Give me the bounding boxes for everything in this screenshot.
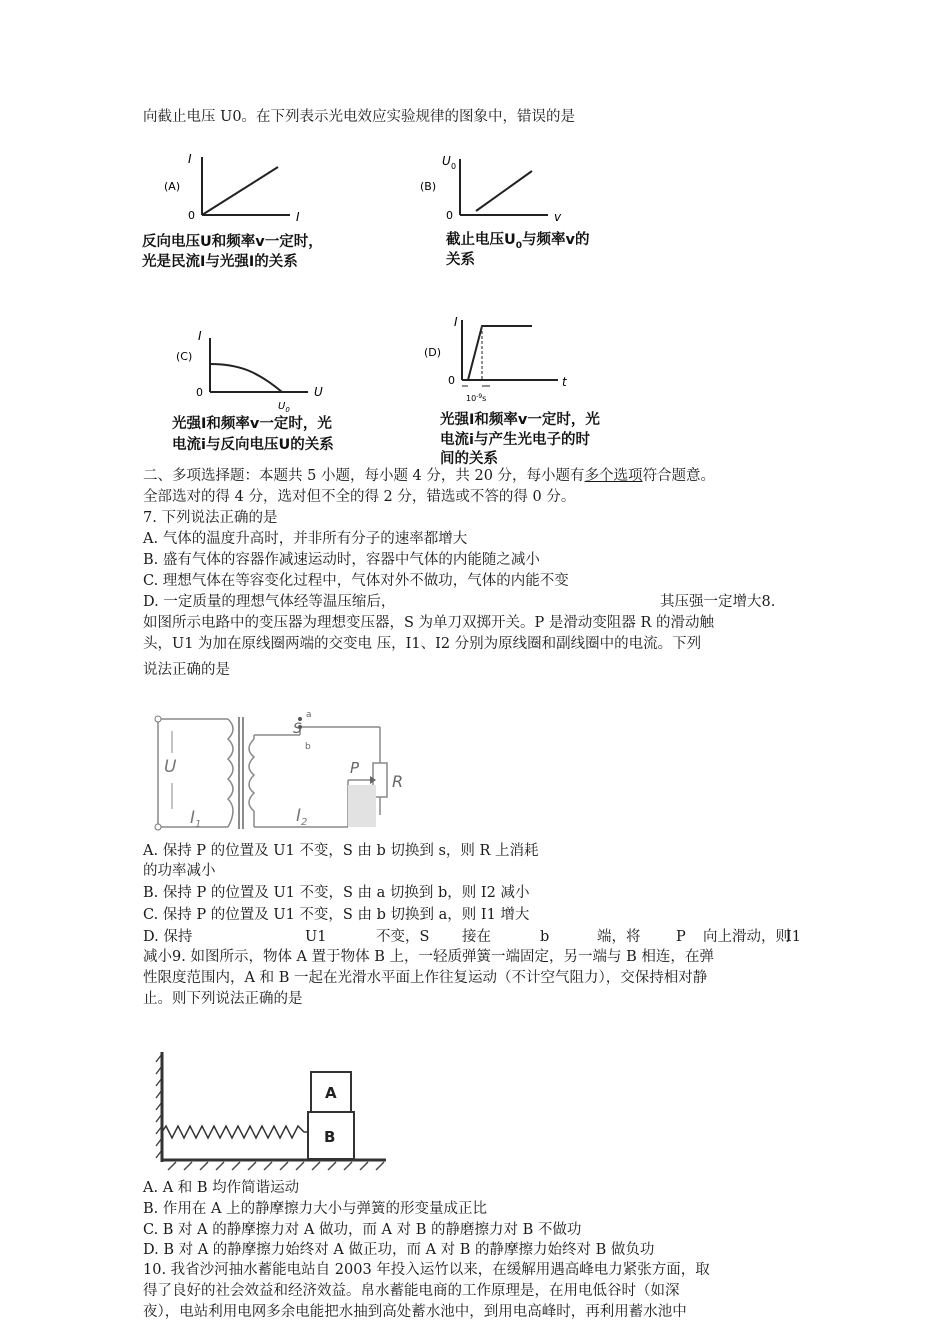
graph-c-origin: 0 bbox=[196, 386, 203, 399]
graph-a-caption-2: 光是民流I与光强I的关系 bbox=[142, 254, 298, 270]
graph-d-caption-3: 间的关系 bbox=[440, 451, 498, 465]
graph-c-u0 bbox=[278, 401, 290, 414]
q8-option-a-cont: 的功率减小 bbox=[143, 863, 216, 879]
graph-b-origin: 0 bbox=[446, 209, 453, 222]
q10-stem-2: 得了良好的社会效益和经济效益。帛水蓄能电商的工作原理是，在用电低谷时（如深 bbox=[143, 1283, 680, 1299]
graph-a-line bbox=[202, 167, 278, 215]
q8-option-d-3: 不变，S bbox=[376, 929, 430, 945]
graph-d-ylabel: I bbox=[454, 315, 458, 329]
q8-stem-3: 说法正确的是 bbox=[143, 662, 230, 678]
graph-c-u0-main: U bbox=[278, 401, 286, 412]
q8-option-d-2: U1 bbox=[305, 929, 327, 945]
q8-option-d-4: 接在 bbox=[462, 929, 491, 945]
q8-option-d-5: b bbox=[540, 929, 550, 945]
q8-stem-1: 如图所示电路中的变压器为理想变压器，S 为单刀双掷开关。P 是滑动变阻器 R 的滑动触 bbox=[143, 615, 715, 631]
graph-b-caption-1 bbox=[446, 230, 590, 251]
q7-stem: 7. 下列说法正确的是 bbox=[143, 510, 278, 526]
graph-d-caption-1: 光强I和频率v一定时，光 bbox=[440, 412, 600, 428]
q8-stem-2: 头，U1 为加在原线圈两端的交变电 压，I1、I2 分别为原线圈和副线圈中的电流。下列 bbox=[143, 636, 702, 652]
graph-a-xlabel: I bbox=[296, 210, 300, 224]
block-b-label: B bbox=[324, 1128, 336, 1146]
circuit-s-label: S bbox=[293, 721, 302, 737]
graph-d-tick bbox=[466, 393, 486, 403]
q8-option-d-6: 端，将 bbox=[597, 929, 641, 945]
q7-option-d-end: 其压强一定增大8. bbox=[660, 594, 776, 610]
block-a-label: A bbox=[325, 1084, 337, 1102]
graph-b-caption-1b: 与频率v的 bbox=[522, 232, 590, 248]
section-2-heading bbox=[143, 466, 715, 486]
q9-option-a: A. A 和 B 均作简谐运动 bbox=[143, 1180, 300, 1196]
circuit-a-label: a bbox=[306, 710, 312, 720]
q9-option-b: B. 作用在 A 上的静摩擦力大小与弹簧的形变量成正比 bbox=[143, 1201, 488, 1217]
q7-option-c: C. 理想气体在等容变化过程中，气体对外不做功，气体的内能不变 bbox=[143, 573, 569, 589]
q8-option-d-1: D. 保持 bbox=[143, 929, 193, 945]
spring bbox=[162, 1126, 308, 1138]
transformer-circuit bbox=[150, 705, 420, 835]
section-2-text: 二、多项选择题：本题共 5 小题，每小题 4 分，共 20 分，每小题有 bbox=[143, 468, 585, 484]
graph-a-ylabel: I bbox=[188, 152, 192, 166]
graph-d-tick-unit: s bbox=[482, 394, 487, 403]
q7-option-a: A. 气体的温度升高时，并非所有分子的速率都增大 bbox=[143, 531, 468, 547]
graph-c-label: (C) bbox=[176, 350, 193, 363]
graph-b-label: (B) bbox=[420, 180, 437, 193]
circuit-b-label: b bbox=[305, 742, 311, 752]
circuit-i1-main: I bbox=[190, 808, 196, 828]
graph-d-caption-2: 电流i与产生光电子的时 bbox=[440, 432, 590, 448]
circuit-r-label: R bbox=[392, 772, 404, 791]
graph-d-xlabel: t bbox=[562, 375, 567, 389]
q8-option-d-9: I1 bbox=[786, 929, 801, 945]
secondary-coil bbox=[249, 739, 254, 811]
intro-line: 向截止电压 U0。在下列表示光电效应实验规律的图象中，错误的是 bbox=[143, 109, 576, 125]
graph-c-u0-sub: 0 bbox=[285, 406, 290, 414]
graph-d-tick-base: 10 bbox=[466, 394, 477, 403]
q8-option-c: C. 保持 P 的位置及 U1 不变，S 由 b 切换到 a，则 I1 增大 bbox=[143, 907, 530, 923]
q9-stem-3: 止。则下列说法正确的是 bbox=[143, 991, 303, 1007]
section-2-scoring: 全部选对的得 4 分，选对但不全的得 2 分，错选或不答的得 0 分。 bbox=[143, 489, 576, 505]
graph-b-line bbox=[476, 171, 532, 211]
q9-stem-1: 减小9. 如图所示，物体 A 置于物体 B 上，一轻质弹簧一端固定，另一端与 B 相连，在弹 bbox=[143, 949, 714, 965]
graph-a-caption-1: 反向电压U和频率v一定时， bbox=[142, 234, 323, 250]
graph-c-xlabel: U bbox=[314, 385, 323, 399]
graph-c-caption-1: 光强I和频率v一定时，光 bbox=[172, 416, 332, 432]
q7-option-d: D. 一定质量的理想气体经等温压缩后， bbox=[143, 594, 396, 610]
graph-c-ylabel: I bbox=[198, 329, 202, 343]
circuit-i2-sub: 2 bbox=[301, 817, 308, 828]
graph-d-label: (D) bbox=[424, 346, 442, 359]
graph-b bbox=[410, 145, 650, 275]
terminal-top bbox=[155, 716, 161, 722]
q10-stem-3: 夜），电站利用电网多余电能把水抽到高处蓄水池中，到用电高峰时，再利用蓄水池中 bbox=[143, 1304, 687, 1320]
q8-option-d-7: P bbox=[676, 929, 686, 945]
graph-a bbox=[140, 145, 380, 275]
slider-shade bbox=[348, 785, 376, 827]
graph-d-tick-exp: -9 bbox=[476, 393, 483, 400]
q10-stem-1: 10. 我省沙河抽水蓄能电站自 2003 年投入运竹以来，在缓解用遇高峰电力紧张方面，取 bbox=[143, 1262, 710, 1278]
section-2-underlined: 多个选项 bbox=[584, 468, 643, 484]
graph-b-caption-2: 关系 bbox=[446, 252, 475, 268]
graph-c-caption-2: 电流i与反向电压U的关系 bbox=[172, 437, 334, 453]
circuit-i1-sub: 1 bbox=[195, 819, 202, 830]
q8-option-a: A. 保持 P 的位置及 U1 不变，S 由 b 切换到 s，则 R 上消耗 bbox=[143, 843, 539, 859]
spring-blocks-figure bbox=[148, 1040, 400, 1172]
circuit-p-label: P bbox=[350, 759, 360, 777]
q8-option-d-8: 向上滑动，则 bbox=[703, 929, 790, 945]
graph-a-origin: 0 bbox=[188, 209, 195, 222]
graph-b-xlabel: v bbox=[554, 210, 562, 224]
circuit-u-label: U bbox=[164, 757, 177, 777]
graph-d bbox=[420, 310, 660, 465]
circuit-i2-label bbox=[296, 806, 307, 828]
q7-option-b: B. 盛有气体的容器作减速运动时，容器中气体的内能随之减小 bbox=[143, 552, 540, 568]
graph-b-ylabel: U bbox=[442, 154, 451, 168]
graph-d-curve bbox=[468, 326, 532, 380]
graph-b-caption-1-sub: 0 bbox=[515, 241, 523, 251]
section-2-text-end: 符合题意。 bbox=[642, 468, 716, 484]
q9-option-d: D. B 对 A 的静摩擦力始终对 A 做正功，而 A 对 B 的静摩擦力始终对 B 做负功 bbox=[143, 1242, 655, 1258]
q9-option-c: C. B 对 A 的静摩擦力对 A 做功，而 A 对 B 的静磨擦力对 B 不做功 bbox=[143, 1222, 582, 1238]
floor-hatching bbox=[168, 1162, 384, 1170]
graph-b-caption-1a: 截止电压U bbox=[446, 232, 516, 248]
q9-stem-2: 性限度范围内，A 和 B 一起在光滑水平面上作往复运动（不计空气阻力），交保持相对静 bbox=[143, 970, 708, 986]
graph-d-origin: 0 bbox=[448, 374, 455, 387]
graph-b-ylabel-sub: 0 bbox=[451, 162, 457, 171]
graph-a-label: (A) bbox=[164, 180, 181, 193]
terminal-bottom bbox=[155, 824, 161, 830]
circuit-i2-main: I bbox=[296, 806, 302, 826]
circuit-i1-label bbox=[190, 808, 201, 830]
graph-c-curve bbox=[210, 364, 282, 392]
q8-option-b: B. 保持 P 的位置及 U1 不变，S 由 a 切换到 b，则 I2 减小 bbox=[143, 885, 530, 901]
graph-c bbox=[170, 312, 410, 460]
primary-coil bbox=[228, 719, 233, 827]
